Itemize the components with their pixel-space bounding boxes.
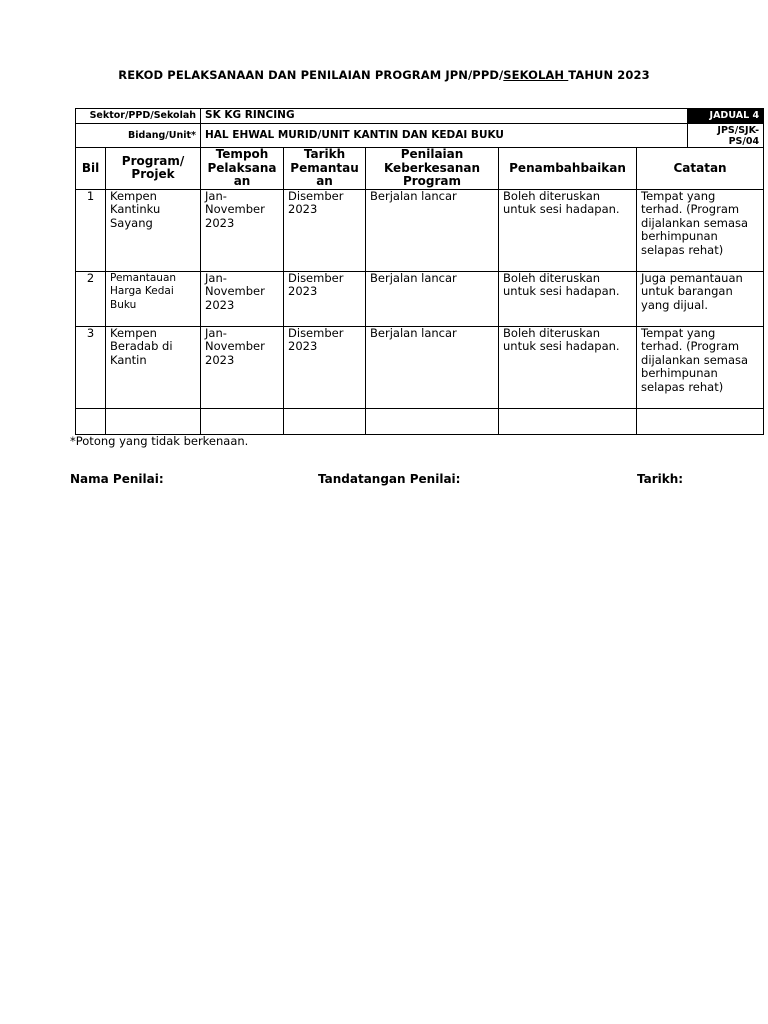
evaluator-signature-label: Tandatangan Penilai: <box>318 472 461 486</box>
title-suffix: TAHUN 2023 <box>568 68 650 82</box>
date-label: Tarikh: <box>637 472 684 486</box>
empty-cell <box>284 408 366 434</box>
form-code: JPS/SJK-PS/04 <box>688 124 764 148</box>
row-tempoh: Jan-November 2023 <box>201 189 284 271</box>
row-tarikh: Disember 2023 <box>284 271 366 326</box>
col-header-bil: Bil <box>76 148 106 190</box>
row-bil: 2 <box>76 271 106 326</box>
empty-cell <box>201 408 284 434</box>
row-penilaian: Berjalan lancar <box>366 326 499 408</box>
row-penambahbaikan: Boleh diteruskan untuk sesi hadapan. <box>499 271 637 326</box>
empty-cell <box>499 408 637 434</box>
document-title <box>0 68 768 82</box>
column-header-row <box>76 148 764 190</box>
row-penilaian: Berjalan lancar <box>366 189 499 271</box>
col-header-tempoh: Tempoh Pelaksana an <box>201 148 284 190</box>
row-tempoh: Jan-November 2023 <box>201 326 284 408</box>
table-row <box>76 271 764 326</box>
row-bil: 3 <box>76 326 106 408</box>
table-row <box>76 326 764 408</box>
row-program: Pemantauan Harga Kedai Buku <box>106 271 201 326</box>
row-penambahbaikan: Boleh diteruskan untuk sesi hadapan. <box>499 326 637 408</box>
program-record-table <box>75 108 764 435</box>
row-penambahbaikan: Boleh diteruskan untuk sesi hadapan. <box>499 189 637 271</box>
row-program: Kempen Beradab di Kantin <box>106 326 201 408</box>
row-catatan: Tempat yang terhad. (Program dijalankan semasa berhimpunan selapas rehat) <box>637 189 764 271</box>
empty-cell <box>76 408 106 434</box>
title-underlined: SEKOLAH <box>503 68 569 82</box>
col-header-catatan: Catatan <box>637 148 764 190</box>
empty-cell <box>106 408 201 434</box>
col-header-program: Program/ Projek <box>106 148 201 190</box>
evaluator-name-label: Nama Penilai: <box>70 472 164 486</box>
sektor-value: SK KG RINCING <box>201 109 688 124</box>
title-prefix: REKOD PELAKSANAAN DAN PENILAIAN PROGRAM JPN/PPD/ <box>118 68 504 82</box>
row-tarikh: Disember 2023 <box>284 189 366 271</box>
row-tempoh: Jan-November 2023 <box>201 271 284 326</box>
empty-cell <box>637 408 764 434</box>
table-row-empty <box>76 408 764 434</box>
footnote: *Potong yang tidak berkenaan. <box>70 434 249 448</box>
col-header-penilaian: Penilaian Keberkesanan Program <box>366 148 499 190</box>
row-bil: 1 <box>76 189 106 271</box>
bidang-label: Bidang/Unit* <box>76 124 201 148</box>
table-row <box>76 189 764 271</box>
header-row-bidang <box>76 124 764 148</box>
jadual-badge: JADUAL 4 <box>688 109 764 124</box>
row-tarikh: Disember 2023 <box>284 326 366 408</box>
empty-cell <box>366 408 499 434</box>
row-program: Kempen Kantinku Sayang <box>106 189 201 271</box>
bidang-value: HAL EHWAL MURID/UNIT KANTIN DAN KEDAI BUKU <box>201 124 688 148</box>
sektor-label: Sektor/PPD/Sekolah <box>76 109 201 124</box>
row-penilaian: Berjalan lancar <box>366 271 499 326</box>
header-row-sektor <box>76 109 764 124</box>
col-header-tarikh: Tarikh Pemantau an <box>284 148 366 190</box>
col-header-penambahbaikan: Penambahbaikan <box>499 148 637 190</box>
row-catatan: Juga pemantauan untuk barangan yang dijual. <box>637 271 764 326</box>
row-catatan: Tempat yang terhad. (Program dijalankan semasa berhimpunan selapas rehat) <box>637 326 764 408</box>
